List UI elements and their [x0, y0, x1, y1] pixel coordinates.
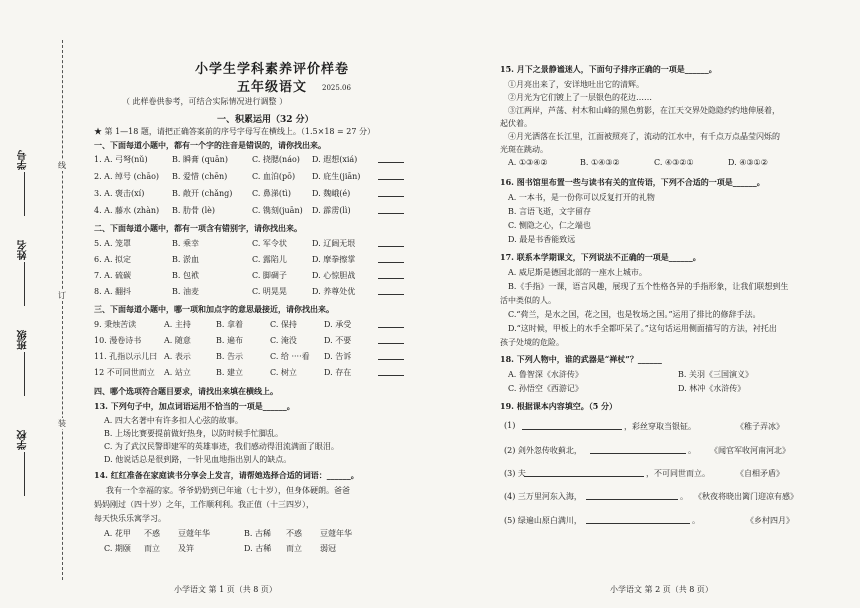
q11-option-c[interactable]: C. 给 ····看	[270, 352, 310, 361]
q14-option-b[interactable]: B. 古稀	[244, 529, 271, 538]
q16-option-b[interactable]: B. 言语飞逝，文字留存	[508, 207, 591, 216]
binding-dashed-line	[62, 40, 63, 580]
q19-3-suffix: ，不可同世而立。	[646, 469, 710, 478]
binding-mark-xian: 线	[58, 161, 66, 170]
q19-row-4	[504, 491, 824, 503]
q4-option-a[interactable]: 4. A. 藤水 (zhàn)	[94, 206, 160, 215]
q14-passage-line-1: 我有一个幸福的家。爷爷奶奶到已年逾（七十岁），但身体硬朗。爸爸	[106, 486, 350, 495]
q15-line-2: ②月光为它们镀上了一层银色的花边……	[508, 93, 652, 102]
class-label: 班级	[18, 330, 29, 350]
question-row-11	[94, 351, 394, 363]
q8-option-d[interactable]: D. 养尊处优	[312, 287, 356, 296]
school-blank[interactable]	[24, 452, 25, 496]
q11-option-a[interactable]: A. 表示	[164, 352, 191, 361]
q13-option-c[interactable]: C. 为了武汉民警即建军的英雄事迹，我们感动得泪流满面了眼泪。	[104, 442, 339, 451]
question-row-6	[94, 254, 394, 266]
q15-option-b[interactable]: B. ①④③②	[580, 158, 620, 167]
q19-2-prefix: (2) 剑外忽传收蓟北，	[504, 446, 582, 455]
q17-line-4[interactable]: C.“荷兰，是水之国，花之国，也是牧场之国。”运用了排比的修辞手法。	[508, 310, 761, 319]
question-row-4	[94, 205, 394, 217]
q12-option-b[interactable]: B. 建立	[216, 368, 243, 377]
q10-option-b[interactable]: B. 遍布	[216, 336, 243, 345]
q18-option-c[interactable]: C. 孙悟空《西游记》	[508, 384, 583, 393]
question-row-8	[94, 286, 394, 298]
q19-2-suffix: 。	[688, 446, 696, 455]
student-name-blank[interactable]	[24, 262, 25, 306]
q12-option-d[interactable]: D. 存在	[324, 368, 352, 377]
q1-option-b[interactable]: B. 瞬膏 (quān)	[172, 155, 228, 164]
q19-5-blank[interactable]	[586, 515, 690, 524]
q19-row-2	[504, 445, 824, 457]
question-row-9	[94, 319, 394, 331]
page-1-footer: 小学语文 第 1 页（共 8 页）	[174, 585, 277, 594]
q19-1-prefix: (1)	[504, 421, 516, 430]
q19-row-3	[504, 468, 824, 480]
q10-option-a[interactable]: A. 随意	[164, 336, 191, 345]
q10-option-c[interactable]: C. 淹没	[270, 336, 297, 345]
q18-options-row-2	[508, 383, 818, 395]
q1-option-c[interactable]: C. 挠腮(náo)	[252, 155, 300, 164]
binding-mark-ding: 订	[58, 291, 66, 300]
q19-4-suffix: 。	[680, 492, 688, 501]
q17-line-5[interactable]: D.“这时候，甲板上的水手全都吓呆了。”这句话运用侧面描写的方法，衬托出	[508, 324, 777, 333]
school-label: 学校	[18, 430, 29, 450]
student-id-field[interactable]	[18, 150, 52, 216]
q12-option-c[interactable]: C. 树立	[270, 368, 297, 377]
q14-option-d-2: 而立	[286, 544, 302, 553]
q19-row-1	[504, 421, 824, 433]
part-1-heading: 一、下面每道小题中，都有一个字的注音是错误的，请你找出来。	[94, 140, 326, 150]
q2-option-b[interactable]: B. 爱惜 (chēn)	[172, 172, 228, 181]
q14-option-a[interactable]: A. 花甲	[104, 529, 131, 538]
q10-answer-blank[interactable]	[378, 335, 404, 344]
q15-line-4: 起伏着。	[500, 119, 532, 128]
q19-3-source: 《自相矛盾》	[736, 469, 784, 478]
q4-option-c[interactable]: C. 镌刻(juān)	[252, 206, 303, 215]
q3-option-d[interactable]: D. 魏峨(é)	[312, 189, 351, 198]
q8-option-c[interactable]: C. 明晃晃	[252, 287, 287, 296]
q17-line-2[interactable]: B.《手指》一课，语言风趣，展现了五个性格各异的手指形象，让我们联想到生	[508, 282, 789, 291]
class-field[interactable]	[18, 330, 52, 396]
exam-subtitle: 五年级语文	[236, 80, 307, 95]
part-2-heading: 二、下面每道小题中，都有一项含有错别字，请你找出来。	[94, 223, 302, 233]
q11-answer-blank[interactable]	[378, 351, 404, 360]
q17-line-6: 孩子处境的危险。	[500, 338, 564, 347]
q17-stem: 17. 联系本学期课文，下列说法不正确的一项是______。	[500, 252, 701, 262]
q15-option-d[interactable]: D. ④③①②	[728, 158, 768, 167]
q7-option-d[interactable]: D. 心惊胆战	[312, 271, 356, 280]
q19-4-source: 《秋夜将晓出篱门迎凉有感》	[694, 492, 798, 501]
q16-stem: 16. 图书馆里布置一些与读书有关的宣传语，下列不合适的一项是______。	[500, 177, 765, 187]
q14-option-d[interactable]: D. 古稀	[244, 544, 272, 553]
class-blank[interactable]	[24, 352, 25, 396]
question-row-7	[94, 270, 394, 282]
q15-line-6: 光斑在跳动。	[500, 145, 548, 154]
q19-4-prefix: (4) 三万里河东入海，	[504, 492, 582, 501]
q6-answer-blank[interactable]	[378, 254, 404, 263]
q10-stem: 10. 漫卷诗书	[94, 336, 142, 345]
q9-stem: 9. 秉烛苦读	[94, 320, 137, 329]
q2-option-a[interactable]: 2. A. 绰号 (chāo)	[94, 172, 160, 181]
q12-answer-blank[interactable]	[378, 367, 404, 376]
q19-1-blank[interactable]	[522, 421, 622, 430]
q15-option-c[interactable]: C. ④③②①	[654, 158, 694, 167]
q19-stem: 19. 根据课本内容填空。（5 分）	[500, 401, 618, 411]
question-row-12	[94, 367, 394, 379]
question-row-3	[94, 188, 394, 200]
question-row-1	[94, 154, 394, 166]
q12-stem: 12 不可同世而立	[94, 368, 155, 377]
q2-answer-blank[interactable]	[378, 171, 404, 180]
q4-answer-blank[interactable]	[378, 205, 404, 214]
q9-option-b[interactable]: B. 拿着	[216, 320, 243, 329]
q14-option-c-2: 而立	[144, 544, 160, 553]
exam-date: 2025.06	[322, 84, 351, 92]
q8-option-a[interactable]: 8. A. 翻抖	[94, 287, 132, 296]
student-id-blank[interactable]	[24, 172, 25, 216]
q3-option-c[interactable]: C. 鼻涕(tì)	[252, 189, 291, 198]
q14-option-b-2: 不惑	[286, 529, 302, 538]
q15-line-3: ③江两岸，芦荡、村木和山峰的黑色剪影，在江天交界处隐隐约约地伸展着，	[508, 106, 780, 115]
q19-3-prefix: (3) 夫	[504, 469, 526, 478]
q6-option-c[interactable]: C. 露陷儿	[252, 255, 287, 264]
q19-5-source: 《乡村四月》	[746, 516, 794, 525]
q16-option-c[interactable]: C. 恻隐之心，仁之端也	[508, 221, 591, 230]
student-id-label: 学号	[18, 150, 29, 170]
q14-option-c[interactable]: C. 期颐	[104, 544, 131, 553]
q15-stem: 15. 月下之景静谧迷人，下面句子排序正确的一项是______。	[500, 64, 717, 74]
q19-row-5	[504, 515, 824, 527]
q7-answer-blank[interactable]	[378, 270, 404, 279]
q19-5-prefix: (5) 绿遍山原白满川，	[504, 516, 582, 525]
q9-answer-blank[interactable]	[378, 319, 404, 328]
q1-option-d[interactable]: D. 遐想(xiá)	[312, 155, 358, 164]
question-row-2	[94, 171, 394, 183]
q18-option-b[interactable]: B. 关羽《三国演义》	[678, 370, 753, 379]
q14-options-row-2	[104, 543, 394, 555]
question-row-5	[94, 238, 394, 250]
q15-option-a[interactable]: A. ①③④②	[508, 158, 548, 167]
q8-option-b[interactable]: B. 油麦	[172, 287, 199, 296]
q3-option-b[interactable]: B. 敞开 (chǎng)	[172, 189, 233, 198]
student-name-label: 姓名	[18, 240, 29, 260]
q7-option-a[interactable]: 7. A. 硫碳	[94, 271, 132, 280]
student-name-field[interactable]	[18, 240, 52, 306]
q15-options	[508, 158, 818, 170]
q19-2-source: 《闻官军收河南河北》	[710, 446, 790, 455]
page-2-footer: 小学语文 第 2 页（共 8 页）	[610, 585, 713, 594]
q5-option-b[interactable]: B. 乘幸	[172, 239, 199, 248]
q11-stem: 11. 孔指以示儿曰	[94, 352, 158, 361]
q4-option-b[interactable]: B. 肋骨 (lè)	[172, 206, 216, 215]
q17-line-1[interactable]: A. 威尼斯是德国北部的一座水上城市。	[508, 268, 647, 277]
q19-5-suffix: 。	[692, 516, 700, 525]
q14-stem: 14. 红红准备在家庭读书分享会上发言，请帮她选择合适的词语：______。	[94, 470, 359, 480]
q1-answer-blank[interactable]	[378, 154, 404, 163]
q14-option-c-3: 及笄	[178, 544, 194, 553]
q9-option-a[interactable]: A. 主持	[164, 320, 191, 329]
q14-option-a-3: 豆蔻年华	[178, 529, 210, 538]
q3-option-a[interactable]: 3. A. 褒击(xí)	[94, 189, 145, 198]
binding-mark-zhuang: 装	[58, 419, 66, 428]
q16-option-a[interactable]: A. 一本书，是一份你可以反复打开的礼物	[508, 193, 655, 202]
q15-line-5: ④月光洒落在长江里，江面被照亮了，流动的江水中，有千点万点晶莹闪烁的	[508, 132, 780, 141]
q14-option-a-2: 不惑	[144, 529, 160, 538]
q16-option-d[interactable]: D. 最是书香能致远	[508, 235, 576, 244]
binding-strip	[14, 40, 70, 580]
page-1	[82, 0, 462, 608]
q19-1-source: 《稚子弄冰》	[736, 422, 784, 431]
q5-option-a[interactable]: 5. A. 笼罩	[94, 239, 132, 248]
q14-options-row-1	[104, 528, 394, 540]
section-1-heading: 一、积累运用（32 分）	[217, 115, 314, 125]
q9-option-c[interactable]: C. 保持	[270, 320, 297, 329]
q18-stem: 18. 下列人物中，谁的武器是“禅杖”？______	[500, 354, 662, 364]
q5-option-c[interactable]: C. 军令状	[252, 239, 287, 248]
q19-4-blank[interactable]	[586, 491, 678, 500]
q18-option-d[interactable]: D. 林冲《水浒传》	[678, 384, 746, 393]
q13-option-b[interactable]: B. 上场比赛要提前做好热身，以防时候手忙脚乱。	[104, 429, 283, 438]
q5-option-d[interactable]: D. 辽阔无垠	[312, 239, 356, 248]
page-2	[490, 0, 830, 608]
part-4-heading: 四、哪个选项符合题目要求，请找出来填在横线上。	[94, 386, 278, 396]
school-field[interactable]	[18, 430, 52, 496]
q17-line-3: 活中类似的人。	[500, 296, 556, 305]
q9-option-d[interactable]: D. 承受	[324, 320, 352, 329]
q8-answer-blank[interactable]	[378, 286, 404, 295]
q12-option-a[interactable]: A. 站立	[164, 368, 191, 377]
q7-option-b[interactable]: B. 包袱	[172, 271, 199, 280]
instruction: ★ 第 1—18 题，请把正确答案前的序号字母写在横线上。（1.5×18 = 27 分）	[94, 127, 376, 136]
q14-option-d-3: 弱冠	[320, 544, 336, 553]
q13-stem: 13. 下列句子中，加点词语运用不恰当的一项是______。	[94, 401, 295, 411]
q11-option-b[interactable]: B. 告示	[216, 352, 243, 361]
q3-answer-blank[interactable]	[378, 188, 404, 197]
q19-3-blank[interactable]	[524, 468, 644, 477]
q6-option-d[interactable]: D. 摩拳擦掌	[312, 255, 356, 264]
q14-passage-line-3: 每天快乐乐寓学习。	[94, 514, 166, 523]
q13-option-a[interactable]: A. 四大名著中有许多扣人心弦的故事。	[104, 416, 243, 425]
q19-2-blank[interactable]	[590, 445, 686, 454]
q18-option-a[interactable]: A. 鲁智深《水浒传》	[508, 370, 583, 379]
q2-option-d[interactable]: D. 庇生(jiān)	[312, 172, 361, 181]
exam-note: （ 此样卷供参考，可结合实际情况进行调整 ）	[122, 97, 288, 106]
q11-option-d[interactable]: D. 告诉	[324, 352, 352, 361]
part-3-heading: 三、下面每道小题中，哪一项和加点字的意思最接近，请你找出来。	[94, 304, 334, 314]
q18-options-row-1	[508, 369, 818, 381]
q7-option-c[interactable]: C. 脚碉子	[252, 271, 287, 280]
q14-passage-line-2: 妈妈刚过（四十岁）之年，工作顺利利。我正值（十三四岁），	[94, 500, 314, 509]
q15-line-1: ①月亮出来了，安详地吐出它的清辉。	[508, 80, 644, 89]
exam-title: 小学生学科素养评价样卷	[194, 62, 349, 77]
q19-1-suffix: ，彩丝穿取当银钲。	[624, 422, 696, 431]
q2-option-c[interactable]: C. 血泊(pō)	[252, 172, 296, 181]
q13-option-d[interactable]: D. 他说话总是很到路，一针见血地指出别人的缺点。	[104, 455, 292, 464]
q6-option-a[interactable]: 6. A. 拟定	[94, 255, 132, 264]
q14-option-b-3: 豆蔻年华	[320, 529, 352, 538]
q10-option-d[interactable]: D. 不要	[324, 336, 352, 345]
q5-answer-blank[interactable]	[378, 238, 404, 247]
q4-option-d[interactable]: D. 霹雳(lì)	[312, 206, 351, 215]
q6-option-b[interactable]: B. 淤血	[172, 255, 199, 264]
question-row-10	[94, 335, 394, 347]
q1-option-a[interactable]: 1. A. 弓弩(nǔ)	[94, 155, 148, 164]
